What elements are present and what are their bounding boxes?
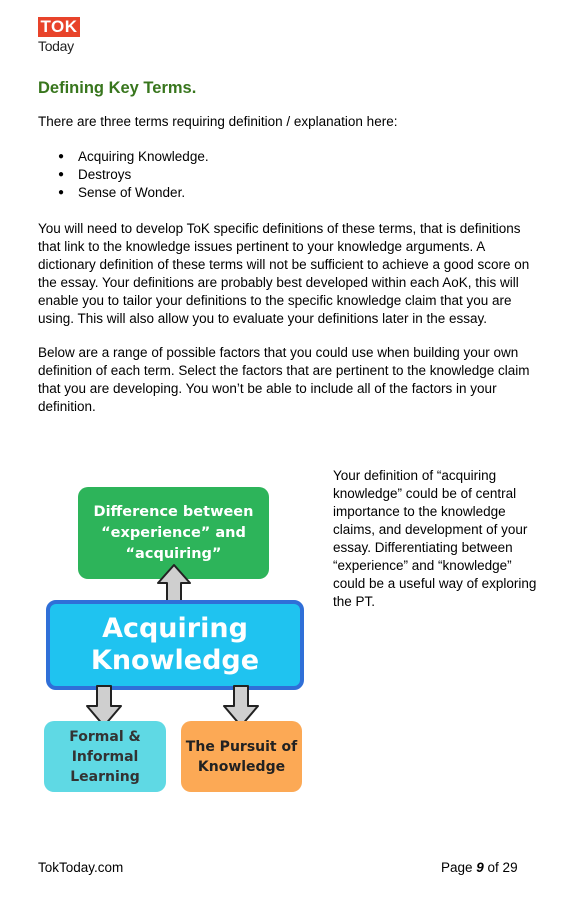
footer-site: TokToday.com bbox=[38, 860, 124, 875]
term-item: ● Acquiring Knowledge. bbox=[38, 148, 209, 166]
logo-tok: TOK bbox=[38, 17, 80, 37]
diagram-box-line: Knowledge bbox=[90, 645, 260, 676]
diagram-box-line: Learning bbox=[70, 768, 140, 785]
page-suffix: of 29 bbox=[483, 860, 518, 875]
diagram-box-acquiring-knowledge bbox=[46, 600, 304, 690]
diagram-box-line: Formal & bbox=[69, 728, 141, 745]
logo-today: Today bbox=[38, 38, 74, 54]
terms-list bbox=[38, 148, 209, 202]
diagram-box-line: “experience” and bbox=[101, 524, 246, 541]
diagram-box-pursuit-of-knowledge bbox=[181, 721, 302, 792]
section-heading: Defining Key Terms. bbox=[38, 79, 197, 97]
diagram-box-line: The Pursuit of bbox=[185, 738, 298, 755]
diagram-box-line: Acquiring bbox=[102, 613, 248, 644]
term-item: ● Sense of Wonder. bbox=[38, 184, 209, 202]
footer-page-number bbox=[441, 860, 518, 875]
side-note: Your definition of “acquiring knowledge” could be of central importance to the knowledge claims, and development of your essay. Differentiating between “experience” and “knowledge” could be a useful way of exploring the PT. bbox=[333, 468, 537, 609]
page-prefix: Page bbox=[441, 860, 477, 875]
diagram-box-formal-learning bbox=[44, 721, 166, 792]
term-item: ● Destroys bbox=[38, 166, 209, 184]
page-current: 9 bbox=[476, 860, 484, 875]
diagram-box-line: Knowledge bbox=[197, 758, 286, 775]
paragraph-definitions: You will need to develop ToK specific definitions of these terms, that is definitions that link to the knowledge issues pertinent to your knowledge arguments. A dictionary definition of these terms will not be sufficient to achieve a good score on the essay. Your definitions are probably best developed within each AoK, this will enable you to tailor your definitions to the specific knowledge claim that you are using. This will also allow you to evaluate your definitions later in the essay. bbox=[38, 221, 530, 326]
diagram-box-line: Informal bbox=[71, 748, 139, 765]
paragraph-factors: Below are a range of possible factors that you could use when building your own definition of each term. Select the factors that are pertinent to the knowledge claim that you are developing. You won’t be able to include all of the factors in your definition. bbox=[38, 345, 530, 414]
diagram-box-line: Difference between bbox=[93, 503, 254, 520]
intro-text: There are three terms requiring definition / explanation here: bbox=[38, 114, 398, 129]
tok-today-logo bbox=[38, 17, 82, 54]
diagram-box-line: “acquiring” bbox=[125, 545, 222, 562]
